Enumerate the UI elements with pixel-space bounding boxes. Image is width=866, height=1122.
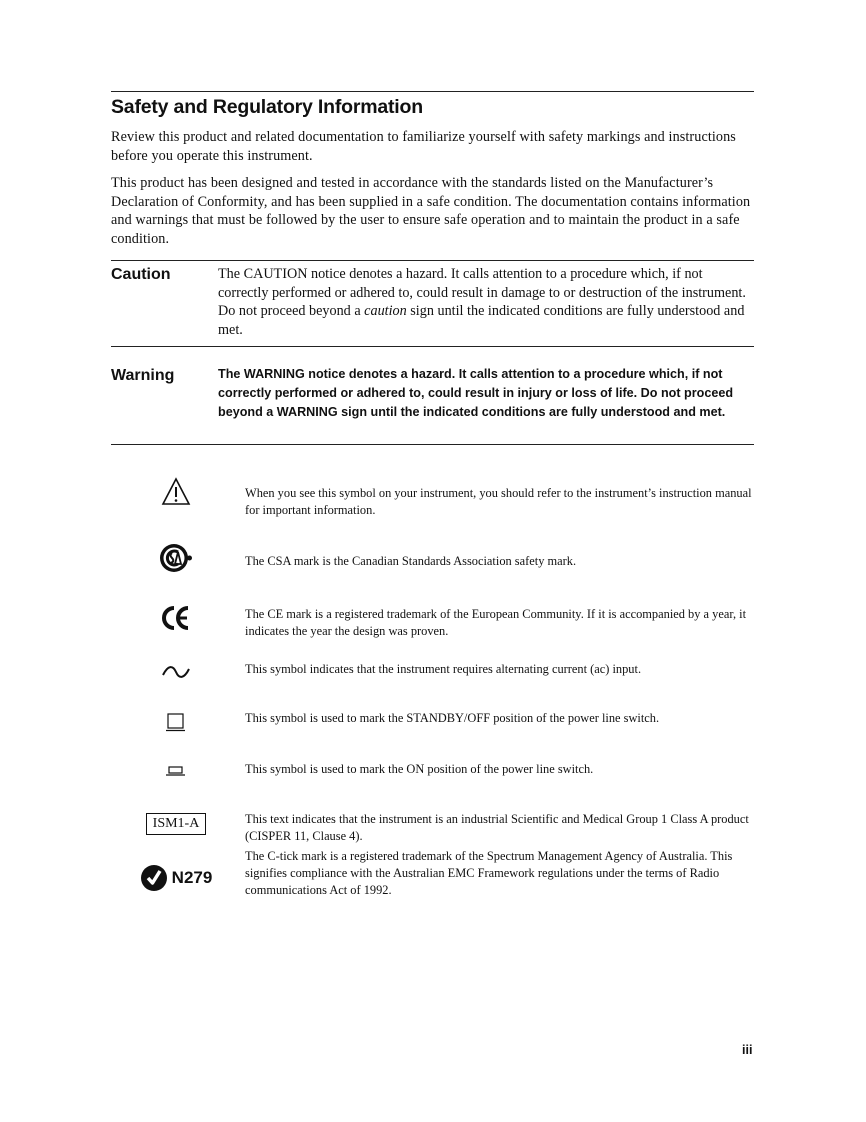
csa-mark-icon	[124, 541, 228, 575]
caution-text-after: sign until the indicated conditions are fully understood and met.	[218, 303, 745, 338]
symbol-description-ism: This text indicates that the instrument is an industrial Scientific and Medical Group 1 Class A product (CISPER 11, Clause 4).	[245, 812, 749, 843]
warning-label: Warning	[111, 367, 175, 384]
symbol-description-csa: The CSA mark is the Canadian Standards Association safety mark.	[245, 554, 577, 568]
top-rule	[111, 91, 754, 92]
ac-tilde-icon	[124, 660, 228, 684]
caution-text-emphasis: caution	[364, 303, 407, 319]
caution-top-rule	[111, 260, 754, 261]
symbol-description-on: This symbol is used to mark the ON position of the power line switch.	[245, 762, 594, 776]
symbol-description-standby: This symbol is used to mark the STANDBY/OFF position of the power line switch.	[245, 711, 660, 725]
caution-text	[218, 265, 756, 339]
ism-label: ISM1-A	[146, 813, 207, 835]
warning-bottom-rule	[111, 444, 754, 445]
intro-paragraph-1: Review this product and related documentation to familiarize yourself with safety markings and instructions before you operate this instrument.	[111, 129, 736, 164]
c-tick-mark-icon	[140, 864, 168, 892]
symbol-description-ac: This symbol indicates that the instrument requires alternating current (ac) input.	[245, 662, 642, 676]
symbol-description-ce: The CE mark is a registered trademark of the European Community. If it is accompanied by a year, it indicates the year the design was proven.	[245, 607, 747, 638]
c-tick-code: N279	[171, 868, 213, 887]
ce-mark-icon	[124, 603, 228, 633]
caution-text-before: The CAUTION notice denotes a hazard. It calls attention to a procedure which, if not correctly performed or adhered to, could result in damage to or destruction of the instrument. Do not proceed beyond a	[218, 266, 746, 319]
standby-off-icon	[124, 710, 228, 734]
page-title: Safety and Regulatory Information	[111, 96, 423, 118]
on-position-icon	[124, 762, 228, 780]
symbol-description-c-tick: The C-tick mark is a registered trademark of the Spectrum Management Agency of Australia. This signifies compliance with the Australian EMC Framework regulations under the terms of Radio communications Act of 1992.	[245, 849, 733, 897]
intro-paragraph-2: This product has been designed and tested in accordance with the standards listed on the Manufacturer’s Declaration of Conformity, and has been supplied in a safe condition. The documentation contains information and warnings that must be followed by the user to ensure safe operation and to maintain the product in a safe condition.	[111, 175, 751, 247]
symbol-description-warning: When you see this symbol on your instrument, you should refer to the instrument’s instruction manual for important information.	[245, 486, 752, 517]
caution-bottom-rule	[111, 346, 754, 347]
page-number: iii	[742, 1043, 753, 1057]
warning-triangle-icon	[124, 476, 228, 508]
warning-text: The WARNING notice denotes a hazard. It calls attention to a procedure which, if not correctly performed or adhered to, could result in injury or loss of life. Do not proceed beyond a WARNING sign until the indicated conditions are fully understood and met.	[218, 367, 734, 419]
caution-label: Caution	[111, 266, 171, 283]
c-tick-mark	[124, 862, 228, 894]
ism-label-box	[124, 812, 228, 836]
